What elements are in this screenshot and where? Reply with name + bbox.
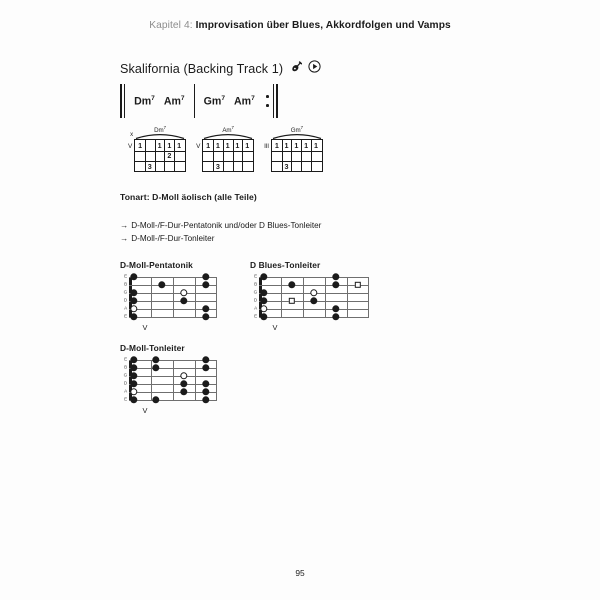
scale-dot (202, 388, 209, 395)
finger-dm7-5: 2 (167, 151, 172, 160)
barline-open-thick (120, 84, 122, 118)
scale-dot (130, 313, 137, 320)
position-marker-pentatonic: V (142, 323, 148, 332)
string-label-e6: E (124, 396, 127, 402)
list-item (120, 219, 321, 232)
scale-diagram-blues (250, 260, 369, 332)
barline-close-thick (276, 84, 278, 118)
fret-grid-am7 (202, 139, 254, 172)
scale-dot (202, 305, 209, 312)
header-separator: : (189, 20, 196, 31)
string-label-a: A (254, 305, 257, 311)
repeat-dots (264, 84, 272, 118)
scale-dot (310, 297, 317, 304)
fretboard-wrap-blues (250, 273, 369, 332)
chord-symbol-am7-b (234, 95, 255, 108)
scale-dot (152, 364, 159, 371)
string-label-e6: E (254, 313, 257, 319)
string-label-g: G (123, 289, 127, 295)
string-label-d: D (253, 297, 257, 303)
scale-dot (202, 380, 209, 387)
finger-am7-1: 1 (206, 140, 211, 150)
scale-dot (158, 281, 165, 288)
chord-root-am-a: Am (163, 95, 181, 108)
scale-label-blues: D Blues-Tonleiter (250, 260, 321, 270)
chord-symbol-gm7 (204, 95, 225, 108)
string-label-b: B (254, 281, 257, 287)
chord-root-gm: Gm (203, 95, 222, 108)
scale-label-pentatonic: D-Moll-Pentatonik (120, 260, 193, 270)
chord-root-am-b: Am (234, 95, 252, 108)
scale-dot (152, 356, 159, 363)
song-title: Skalifornia (Backing Track 1) (120, 62, 284, 76)
scale-dot (202, 273, 209, 280)
chord-position-dm7: V (128, 143, 133, 150)
chord-ext-dm: 7 (151, 94, 155, 102)
chord-box-am7 (202, 124, 254, 172)
scale-dot (332, 273, 339, 280)
chord-position-gm7: III (264, 143, 269, 150)
scale-dot (130, 273, 137, 280)
chord-ext-gm: 7 (221, 94, 226, 102)
scale-label-minor: D-Moll-Tonleiter (120, 343, 185, 353)
scale-root-dot (260, 305, 267, 312)
scale-diagram-pentatonic (120, 260, 217, 332)
chord-diagram-label-am7 (202, 124, 254, 135)
list-item-text: D-Moll-/F-Dur-Tonleiter (131, 234, 215, 243)
string-label-d: D (123, 380, 127, 386)
scale-root-dot (180, 289, 187, 296)
scale-dot (202, 281, 209, 288)
scale-dot (130, 364, 137, 371)
chapter-number: Kapitel 4 (149, 20, 190, 31)
chord-diagram-sup-am7: 7 (231, 125, 234, 130)
scale-dot (260, 297, 267, 304)
scale-dot (130, 289, 137, 296)
scale-root-dot (130, 388, 137, 395)
scale-suggestion-list (120, 219, 321, 245)
position-marker-minor: V (142, 406, 148, 415)
scale-dot (152, 396, 159, 403)
finger-gm7-2: 1 (284, 140, 289, 150)
blue-note-marker (355, 282, 361, 288)
running-header (0, 20, 600, 31)
arrow-icon: → (120, 234, 129, 243)
scale-dot (180, 380, 187, 387)
finger-am7-3: 1 (225, 140, 230, 150)
scale-dot (260, 289, 267, 296)
scale-dot (332, 305, 339, 312)
blue-note-marker (289, 298, 295, 304)
scale-dot (130, 372, 137, 379)
fret-grid-dm7 (134, 139, 186, 172)
chord-root-dm: Dm (134, 95, 152, 108)
finger-gm7-4: 1 (304, 140, 309, 150)
scale-dot (130, 380, 137, 387)
measure-2 (195, 84, 264, 118)
string-label-g: G (123, 372, 127, 378)
fret-grid-gm7 (271, 139, 323, 172)
chord-box-gm7 (271, 124, 323, 172)
list-item (120, 232, 321, 245)
scale-dot (180, 388, 187, 395)
string-label-g: G (253, 289, 257, 295)
barre-arc-dm7 (134, 132, 186, 139)
scale-dot (202, 313, 209, 320)
finger-am7-2: 1 (215, 140, 220, 150)
string-label-e6: E (124, 313, 127, 319)
finger-dm7-4: 1 (177, 140, 182, 150)
barline-close-thin (273, 84, 274, 118)
scale-root-dot (310, 289, 317, 296)
finger-am7-5: 1 (245, 140, 250, 150)
repeat-dot-lower (266, 104, 269, 107)
chapter-title: Improvisation über Blues, Akkordfolgen und Vamps (195, 20, 451, 31)
list-item-text: D-Moll-/F-Dur-Pentatonik und/oder D Blues-Tonleiter (131, 221, 322, 230)
chord-diagram-row (128, 124, 323, 172)
scale-root-dot (130, 305, 137, 312)
fretboard-blues (253, 273, 369, 319)
finger-gm7-1: 1 (274, 140, 279, 150)
guitar-icon (289, 60, 302, 78)
page-number: 95 (295, 568, 305, 578)
chord-diagram-name-am7: Am (222, 127, 232, 135)
scale-dot (130, 396, 137, 403)
scale-dot (260, 313, 267, 320)
chord-diagram-am7 (196, 124, 254, 172)
chord-symbol-dm7 (134, 95, 155, 108)
scale-root-dot (180, 372, 187, 379)
scale-dot (332, 313, 339, 320)
scale-dot (130, 297, 137, 304)
chord-symbol-am7-a (164, 95, 185, 108)
chord-ext-am-b: 7 (251, 94, 255, 102)
finger-am7-6: 3 (215, 161, 220, 171)
scale-diagram-minor (120, 343, 217, 415)
song-heading (120, 60, 321, 78)
scale-dot (332, 281, 339, 288)
chord-diagram-dm7 (128, 124, 186, 172)
finger-dm7-3: 1 (167, 140, 172, 150)
finger-dm7-1: 1 (138, 140, 143, 150)
string-label-d: D (123, 297, 127, 303)
scale-dot (202, 356, 209, 363)
string-label-e1: E (254, 273, 257, 279)
finger-am7-4: 1 (235, 140, 240, 150)
arrow-icon: → (120, 221, 129, 230)
chord-diagram-label-dm7 (134, 124, 186, 135)
finger-dm7-2: 1 (157, 140, 162, 150)
string-label-b: B (124, 364, 127, 370)
measure-1 (125, 84, 194, 118)
barre-arc-gm7 (271, 132, 323, 139)
fretboard-minor (123, 356, 217, 402)
mute-marker-dm7: x (130, 132, 134, 138)
chord-diagram-label-gm7 (271, 124, 323, 135)
scale-dot (288, 281, 295, 288)
chord-diagram-gm7 (264, 124, 323, 172)
scale-dot (180, 297, 187, 304)
string-label-b: B (124, 281, 127, 287)
scale-dot (130, 356, 137, 363)
chord-position-am7: V (196, 143, 201, 150)
position-marker-blues: V (272, 323, 278, 332)
fretboard-wrap-pentatonic (120, 273, 217, 332)
string-label-e1: E (124, 273, 127, 279)
key-line: Tonart: D-Moll äolisch (alle Teile) (120, 192, 257, 202)
finger-gm7-5: 1 (313, 140, 318, 150)
scale-dot (260, 273, 267, 280)
chord-diagram-name-gm7: Gm (290, 127, 301, 135)
finger-gm7-3: 1 (294, 140, 299, 150)
string-label-e1: E (124, 356, 127, 362)
string-label-a: A (124, 305, 127, 311)
chord-box-dm7 (130, 124, 186, 172)
fretboard-pentatonic (123, 273, 217, 319)
string-label-a: A (124, 388, 127, 394)
finger-gm7-6: 3 (284, 161, 289, 171)
scale-dot (202, 396, 209, 403)
finger-dm7-6: 3 (147, 161, 152, 171)
chord-diagram-name-dm7: Dm (154, 127, 164, 135)
chord-ext-am-a: 7 (180, 94, 185, 102)
chord-diagram-sup-dm7: 7 (163, 125, 166, 130)
chord-progression-chart (120, 84, 278, 118)
repeat-dot-upper (266, 95, 269, 98)
play-circle-icon[interactable] (308, 60, 321, 78)
barre-arc-am7 (202, 132, 254, 139)
scale-dot (202, 364, 209, 371)
fretboard-wrap-minor (120, 356, 217, 415)
chord-diagram-sup-gm7: 7 (300, 125, 303, 130)
